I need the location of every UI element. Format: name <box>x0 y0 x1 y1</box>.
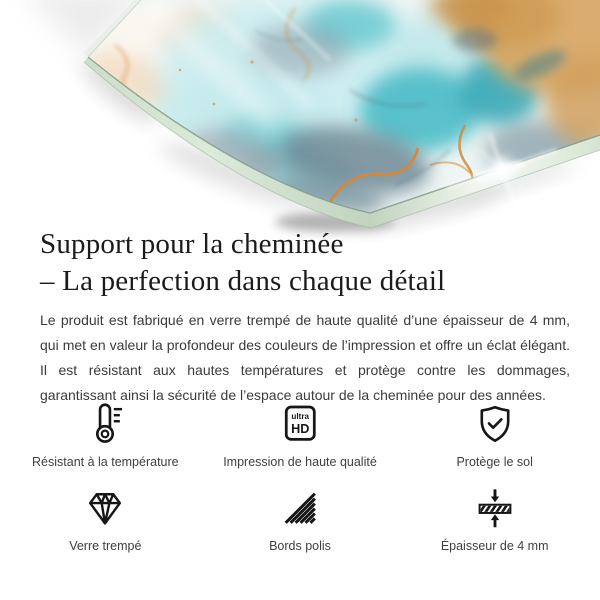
thermometer-icon <box>83 402 127 446</box>
svg-text:HD: HD <box>291 421 310 436</box>
feature-tempered-glass <box>8 486 203 554</box>
feature-grid <box>8 402 592 554</box>
svg-text:ultra: ultra <box>291 412 310 422</box>
feature-label: Bords polis <box>269 539 331 553</box>
page-title-line1: Support pour la cheminée <box>40 228 344 260</box>
feature-temperature <box>8 402 203 470</box>
glass-panel-artwork <box>0 0 600 245</box>
page-title-line2: – La perfection dans chaque détail <box>40 265 446 297</box>
feature-floor-protection <box>397 402 592 470</box>
shield-check-icon <box>473 402 517 446</box>
feature-label: Protège le sol <box>456 455 533 469</box>
diamond-icon <box>83 486 127 530</box>
feature-print-quality <box>203 402 398 470</box>
feature-label: Verre trempé <box>69 539 142 553</box>
ultra-hd-icon <box>278 402 322 446</box>
feature-polished-edges <box>203 486 398 554</box>
polished-edges-icon <box>278 486 322 530</box>
product-image <box>0 0 600 245</box>
thickness-icon <box>473 486 517 530</box>
page-title <box>40 226 570 300</box>
feature-label: Impression de haute qualité <box>223 455 377 469</box>
feature-label: Résistant à la température <box>32 455 179 469</box>
feature-label: Épaisseur de 4 mm <box>440 539 549 553</box>
feature-thickness <box>397 486 592 554</box>
product-description: Le produit est fabriqué en verre trempé de haute qualité d’une épaisseur de 4 mm, qui met en valeur la profondeur des couleurs de l’impression et offre un éclat élégant. Il est résistant aux hautes températures et protège contre les dommages, garantissant ainsi la sécurité de l’espace autour de la cheminée pour des années. <box>40 312 570 403</box>
